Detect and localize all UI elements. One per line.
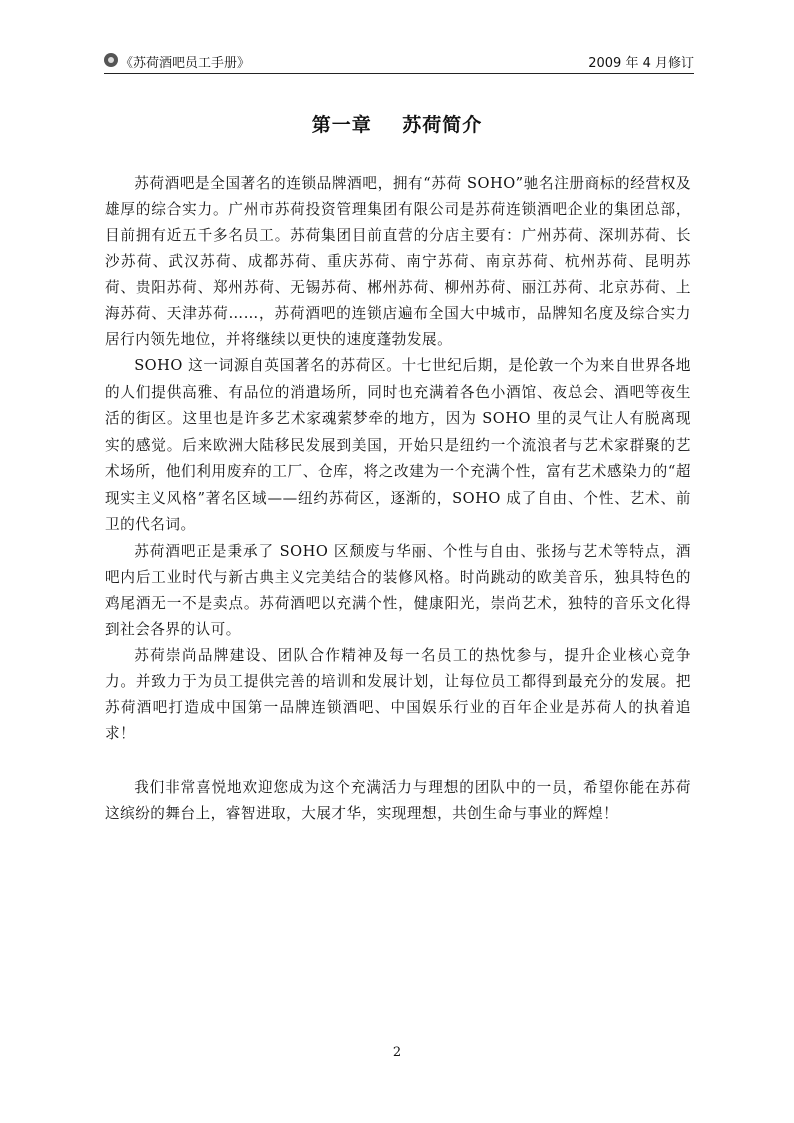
header-date: 2009 年 4 月修订 — [588, 56, 694, 71]
paragraph-brand-pursuit: 苏荷崇尚品牌建设、团队合作精神及每一名员工的热忱参与，提升企业核心竞争力。并致力于为员工提供完善的培训和发展计划，让每位员工都得到最充分的发展。把苏荷酒吧打造成中国第一品牌连锁酒吧、中国娱乐行业的百年企业是苏荷人的执着追求！ — [105, 646, 691, 742]
document-body — [105, 171, 691, 827]
paragraph-soho-origin: SOHO 这一词源自英国著名的苏荷区。十七世纪后期，是伦敦一个为来自世界各地的人们提供高雅、有品位的消遣场所，同时也充满着各色小酒馆、夜总会、酒吧等夜生活的街区。这里也是许多艺术家魂萦梦牵的地方，因为 SOHO 里的灵气让人有脱离现实的感觉。后来欧洲大陆移民发展到美国，开始只是纽约一个流浪者与艺术家群聚的艺术场所，他们利用废弃的工厂、仓库，将之改建为一个充满个性，富有艺术感染力的“超现实主义风格”著名区域——纽约苏荷区，逐渐的，SOHO 成了自由、个性、艺术、前卫的代名词。 — [105, 357, 691, 533]
header-title: 《苏荷酒吧员工手册》 — [120, 56, 251, 71]
paragraph-welcome: 我们非常喜悦地欢迎您成为这个充满活力与理想的团队中的一员，希望你能在苏荷这缤纷的舞台上，睿智进取，大展才华，实现理想，共创生命与事业的辉煌！ — [105, 778, 691, 822]
page-header — [104, 49, 694, 74]
paragraph-company-intro: 苏荷酒吧是全国著名的连锁品牌酒吧，拥有“苏荷 SOHO”驰名注册商标的经营权及雄厚的综合实力。广州市苏荷投资管理集团有限公司是苏荷连锁酒吧企业的集团总部，目前拥有近五千多名员工。苏荷集团目前直营的分店主要有：广州苏荷、深圳苏荷、长沙苏荷、武汉苏荷、成都苏荷、重庆苏荷、南宁苏荷、南京苏荷、杭州苏荷、昆明苏荷、贵阳苏荷、郑州苏荷、无锡苏荷、郴州苏荷、柳州苏荷、丽江苏荷、北京苏荷、上海苏荷、天津苏荷……，苏荷酒吧的连锁店遍布全国大中城市，品牌知名度及综合实力居行内领先地位，并将继续以更快的速度蓬勃发展。 — [105, 175, 691, 348]
paragraph-bar-style: 苏荷酒吧正是秉承了 SOHO 区颓废与华丽、个性与自由、张扬与艺术等特点，酒吧内后工业时代与新古典主义完美结合的装修风格。时尚跳动的欧美音乐，独具特色的鸡尾酒无一不是卖点。苏荷酒吧以充满个性，健康阳光，崇尚艺术，独特的音乐文化得到社会各界的认可。 — [105, 542, 691, 638]
soho-logo-icon — [104, 53, 118, 67]
chapter-title: 第一章 苏荷简介 — [311, 114, 483, 136]
page-number: 2 — [392, 1045, 402, 1060]
